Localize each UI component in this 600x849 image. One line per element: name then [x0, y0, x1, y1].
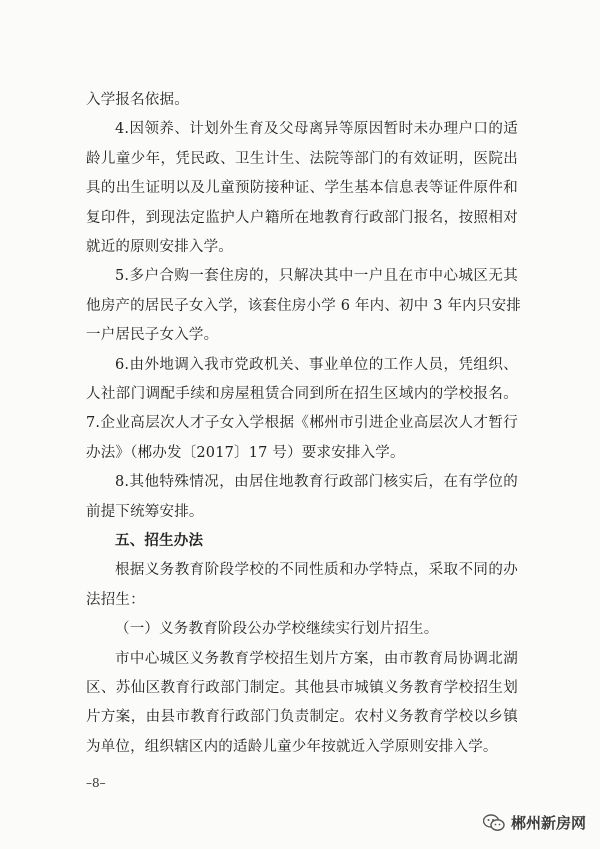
text-line: 复印件，到现法定监护人户籍所在地教育行政部门报名，按照相对: [86, 209, 518, 226]
sub-title: （一）义务教育阶段公办学校继续实行划片招生。: [115, 621, 439, 638]
text-line: 4.因领养、计划外生育及父母离异等原因暂时未办理户口的适: [115, 121, 518, 138]
text-line: 龄儿童少年，凭民政、卫生计生、法院等部门的有效证明，医院出: [86, 150, 518, 167]
text-line: 为单位，组织辖区内的适龄儿童少年按就近入学原则安排入学。: [86, 738, 498, 755]
text-line: 办法》（郴办发〔2017〕17 号）要求安排入学。: [86, 444, 405, 461]
text-line: 他房产的居民子女入学，该套住房小学 6 年内、初中 3 年内只安排: [86, 297, 521, 314]
text-line: 片方案，由县市教育行政部门负责制定。农村义务教育学校以乡镇: [86, 709, 518, 726]
paragraph-item-8: [86, 468, 518, 527]
text-line: 人社部门调配手续和房屋租赁合同到所在招生区域内的学校报名。: [86, 385, 518, 402]
text-line: 7.企业高层次人才子女入学根据《郴州市引进企业高层次人才暂行: [86, 415, 518, 432]
text-line: 一户居民子女入学。: [86, 327, 219, 344]
text-line: 8.其他特殊情况，由居住地教育行政部门核实后，在有学位的: [115, 474, 518, 491]
text-line: 就近的原则安排入学。: [86, 238, 233, 255]
text-line: 区、苏仙区教育行政部门制定。其他县市城镇义务教育学校招生划: [86, 679, 518, 696]
text-line: 具的出生证明以及儿童预防接种证、学生基本信息表等证件原件和: [86, 180, 518, 197]
section-heading: [86, 527, 518, 556]
paragraph-item-4: [86, 115, 518, 262]
text-line: 法招生：: [86, 591, 145, 608]
paragraph-line-1: [86, 86, 518, 115]
page-number: –8–: [86, 776, 106, 790]
paragraph-item-5: [86, 262, 521, 350]
sub-heading: [86, 615, 518, 644]
paragraph-methods: [86, 556, 518, 615]
paragraph-item-6: [86, 351, 518, 410]
text-line: 市中心城区义务教育学校招生划片方案，由市教育局协调北湖: [115, 650, 518, 667]
text-line: 前提下统筹安排。: [86, 503, 204, 520]
text-line: 6.由外地调入我市党政机关、事业单位的工作人员，凭组织、: [115, 356, 518, 373]
section-title: 五、招生办法: [115, 533, 204, 549]
text-line: 5.多户合购一套住房的，只解决其中一户且在市中心城区无其: [115, 268, 518, 285]
text-line: 入学报名依据。: [86, 92, 189, 108]
watermark: [483, 812, 586, 833]
paragraph-zoning-text: [86, 645, 518, 763]
watermark-text: 郴州新房网: [510, 814, 586, 832]
text-line: 根据义务教育阶段学校的不同性质和办学特点，采取不同的办: [115, 562, 518, 579]
paragraph-item-7: [86, 409, 518, 468]
wechat-icon: [483, 814, 505, 832]
